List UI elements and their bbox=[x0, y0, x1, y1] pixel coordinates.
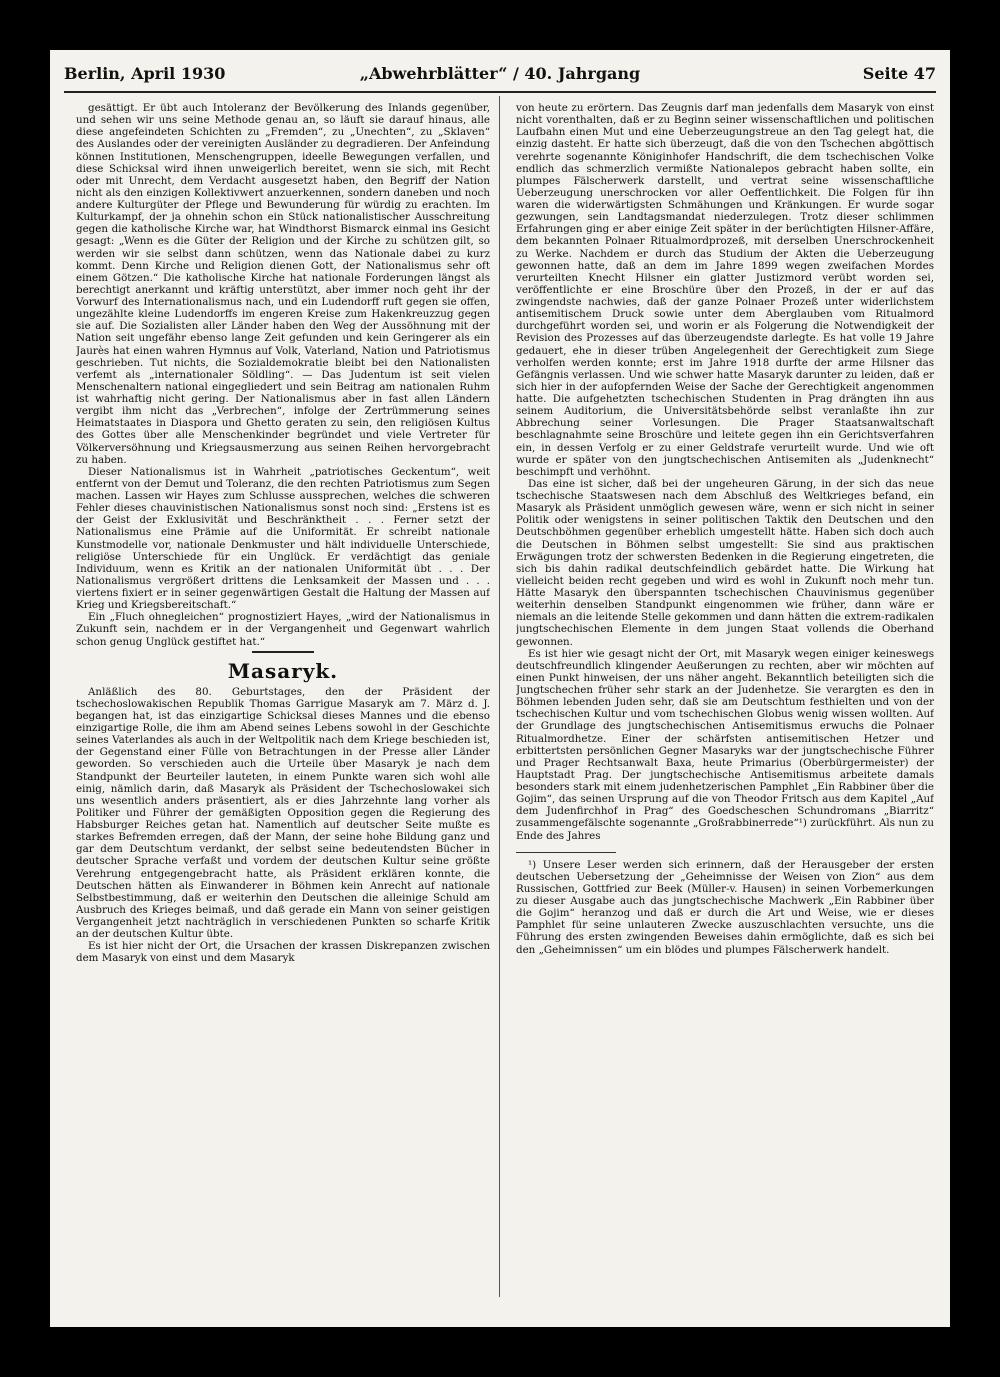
running-header bbox=[64, 64, 936, 88]
paragraph: Es ist hier wie gesagt nicht der Ort, mit Masaryk wegen einiger keineswegs deutschfreundlich klingender Aeußerungen zu rechten, aber wir möchten auf einen Punkt hinweisen, der uns näher angeht. Bekanntlich beteiligten sich die Jungtschechen früher sehr stark an der Judenhetze. Sie verargten es den in Böhmen lebenden Juden sehr, daß sie am Deutschtum festhielten und von der tschechischen Kultur und vom tschechischen Globus wenig wissen wollten. Auf der Grundlage des jungtschechischen Antisemitismus erwuchs die Polnaer Ritualmordhetze. Einer der schärfsten antisemitischen Hetzer und erbittertsten persönlichen Gegner Masaryks war der jungtschechische Führer und Prager Rechtsanwalt Baxa, heute Primarius (Oberbürgermeister) der Hauptstadt Prag. Der jungtschechische Antisemitismus arbeitete damals besonders stark mit einem judenhetzerischen Pamphlet „Ein Rabbiner über die Gojim“, das seinen Ursprung auf die von Theodor Fritsch aus dem Kapitel „Auf dem Judenfirchhof in Prag“ des Goedscheschen Schundromans „Biarritz“ zusammengefälschte sogenannte „Großrabbinerrede“¹) zurückführt. Als nun zu Ende des Jahres bbox=[516, 647, 934, 842]
header-place-date: Berlin, April 1930 bbox=[64, 64, 226, 83]
right-column bbox=[516, 102, 934, 1292]
footnote-rule bbox=[516, 852, 616, 853]
footnote: ¹) Unsere Leser werden sich erinnern, daß der Herausgeber der ersten deutschen Uebersetzung der „Geheimnisse der Weisen von Zion“ aus dem Russischen, Gottfried zur Beek (Müller-v. Hausen) in seinen Vorbemerkungen zu dieser Ausgabe auch das jungtschechische Machwerk „Ein Rabbiner über die Gojim“ heranzog und daß er durch die Art und Weise, wie er dieses Pamphlet für seine unlauteren Zwecke auszuschlachten versuchte, uns die Führung des ersten zwingenden Beweises dahin ermöglichte, daß es sich bei den „Geheimnissen“ um ein blödes und plumpes Fälscherwerk handelt. bbox=[516, 858, 934, 956]
newspaper-page bbox=[50, 50, 950, 1327]
paragraph: Dieser Nationalismus ist in Wahrheit „patriotisches Geckentum“, weit entfernt von der Demut und Toleranz, die den rechten Patriotismus zum Segen machen. Lassen wir Hayes zum Schlusse aussprechen, welches die schweren Fehler dieses chauvinistischen Nationalismus sonst noch sind: „Erstens ist es der Geist der Exklusivität und Beschränktheit . . . Ferner setzt der Nationalismus eine Prämie auf die Uniformität. Er schreibt nationale Kunstmodelle vor, nationale Denkmuster und hält individuelle Unterschiede, religiöse Unterschiede für ein Unglück. Er verdächtigt das geniale Individuum, wenn es Kritik an der nationalen Uniformität übt . . . Der Nationalismus vergrößert drittens die Lenksamkeit der Massen und . . . viertens fixiert er in seiner gegenwärtigen Gestalt die Haltung der Massen auf Krieg und Kriegsbereitschaft.“ bbox=[76, 465, 490, 612]
paragraph: Es ist hier nicht der Ort, die Ursachen der krassen Diskrepanzen zwischen dem Masaryk von einst und dem Masaryk bbox=[76, 940, 490, 965]
paragraph: Ein „Fluch ohnegleichen“ prognostiziert Hayes, „wird der Nationalismus in Zukunft sein, nachdem er in der Vergangenheit und Gegenwart wahrlich schon genug Unglück gestiftet hat.“ bbox=[76, 611, 490, 648]
section-title: Masaryk. bbox=[227, 658, 339, 683]
column-divider bbox=[499, 96, 500, 1297]
left-column bbox=[76, 102, 490, 1292]
header-page-number: Seite 47 bbox=[862, 64, 936, 83]
paragraph: Das eine ist sicher, daß bei der ungeheuren Gärung, in der sich das neue tschechische Staatswesen nach dem Abschluß des Weltkrieges befand, ein Masaryk als Präsident unmöglich gewesen wäre, wenn er sich nicht in seiner Politik oder wenigstens in seiner politischen Taktik den Deutschen und den Deutschböhmen gegenüber erheblich umgestellt hätte. Haben sich doch auch die Deutschen in Böhmen selbst umgestellt: Sie sind aus praktischen Erwägungen trotz der schwersten Bedenken in die Regierung eingetreten, die sich bis dahin radikal deutschfeindlich gebärdet hatte. Die Wirkung hat vielleicht beiden recht gegeben und wird es wohl in Zukunft noch mehr tun. Hätte Masaryk den überspannten tschechischen Chauvinismus gegenüber weiterhin denselben Standpunkt eingenommen wie früher, dann wäre er niemals an die leitende Stelle gekommen und dann hätten die extrem-radikalen jungtschechischen Elemente in dem jungen Staat vollends die Oberhand gewonnen. bbox=[516, 477, 934, 648]
paragraph: Anläßlich des 80. Geburtstages, den der Präsident der tschechoslowakischen Republik Thomas Garrigue Masaryk am 7. März d. J. begangen hat, ist das einzigartige Schicksal dieses Mannes und die ebenso einzigartige Rolle, die ihm am Abend seines Lebens sowohl in der Geschichte seines Vaterlandes als auch in der Weltpolitik nach dem Kriege beschieden ist, der Gegenstand einer Fülle von Betrachtungen in der Presse aller Länder geworden. So verschieden auch die Urteile über Masaryk je nach dem Standpunkt der Beurteiler lauteten, in einem Punkte waren sich wohl alle einig, nämlich darin, daß Masaryk als Präsident der Tschechoslowakei sich uns wesentlich anders präsentiert, als er dies Jahrzehnte lang vorher als Politiker und Führer der gemäßigten Opposition gegen die Regierung des Habsburger Reiches getan hat. Namentlich auf deutscher Seite mußte es starkes Befremden erregen, daß der Mann, der seine hohe Bildung ganz und gar dem Deutschtum verdankt, der selbst seine bedeutendsten Bücher in deutscher Sprache verfaßt und vordem der deutschen Kultur seine größte Verehrung entgegengebracht hatte, als Präsident erklären konnte, die Deutschen hätten als Einwanderer in Böhmen kein Anrecht auf nationale Selbstbestimmung, daß er weiterhin den Deutschen die alleinige Schuld am Ausbruch des Krieges beimaß, und daß gerade ein Mann von seiner geistigen Vergangenheit jetzt nachträglich in verschiedenen Punkten so scharfe Kritik an der deutschen Kultur übte. bbox=[76, 685, 490, 941]
header-rule bbox=[64, 91, 936, 93]
paragraph: gesättigt. Er übt auch Intoleranz der Bevölkerung des Inlands gegenüber, und sehen wir uns seine Methode genau an, so läuft sie darauf hinaus, alle diese angefeindeten Schichten zu „Fremden“, zu „Unechten“, zu „Sklaven“ des Auslandes oder der vereinigten Ausländer zu degradieren. Der Anfeindung können Institutionen, Menschengruppen, ideelle Bewegungen verfallen, und diese Schicksal wird ihnen unweigerlich bereitet, wenn sie sich, mit Recht oder mit Unrecht, dem Verdacht ausgesetzt haben, den Begriff der Nation nicht als den einzigen Kollektivwert anzuerkennen, sondern daneben und noch andere Kulturgüter der Pflege und Bewunderung für würdig zu erachten. Im Kulturkampf, der ja ohnehin schon ein Stück nationalistischer Ausschreitung gegen die katholische Kirche war, hat Windthorst Bismarck einmal ins Gesicht gesagt: „Wenn es die Güter der Religion und der Kirche zu schützen gilt, so werden wir sie selbst dann schützen, wenn das Nationale dabei zu kurz kommt. Denn Kirche und Religion dienen Gott, der Nationalismus sehr oft einem Götzen.“ Die katholische Kirche hat nationale Forderungen längst als berechtigt anerkannt und kräftig unterstützt, aber immer noch geht ihr der Vorwurf des Internationalismus nach, und ein Ludendorff ruft gegen sie offen, ungezählte kleine Ludendorffs im engeren Kreise zum Hakenkreuzzug gegen sie auf. Die Sozialisten aller Länder haben den Weg der Aussöhnung mit der Nation seit ungefähr ebenso lange Zeit gefunden und kein Geringerer als ein Jaurès hat einen wahren Hymnus auf Volk, Vaterland, Nation und Patriotismus geschrieben. Tut nichts, die Sozialdemokratie bleibt bei den Nationalisten verfemt als „internationaler Söldling“. — Das Judentum ist seit vielen Menschenaltern national eingegliedert und sein Beitrag am nationalen Ruhm ist wahrhaftig nicht gering. Der Nationalismus aber in fast allen Ländern vergibt ihm nicht das „Verbrechen“, infolge der Zertrümmerung seines Heimatstaates in Diaspora und Ghetto geraten zu sein, den religiösen Kultus des Gottes über alle Menschenkinder begründet und viele Vertreter für Völkerversöhnung und Kriegsausmerzung aus seinen Reihen hervorgebracht zu haben. bbox=[76, 102, 490, 466]
header-publication: „Abwehrblätter“ / 40. Jahrgang bbox=[359, 64, 641, 83]
section-separator bbox=[252, 651, 314, 653]
paragraph: von heute zu erörtern. Das Zeugnis darf man jedenfalls dem Masaryk von einst nicht vorenthalten, daß er zu Beginn seiner wissenschaftlichen und politischen Laufbahn einen Mut und eine Ueberzeugungstreue an den Tag gelegt hat, die einzig dasteht. Er hatte sich überzeugt, daß die von den Tschechen abgöttisch verehrte sogenannte Königinhofer Handschrift, die dem tschechischen Volke endlich das schmerzlich vermißte Nationalepos gebracht haben sollte, ein plumpes Fälscherwerk darstellt, und vertrat seine wissenschaftliche Ueberzeugung unerschrocken vor aller Oeffentlichkeit. Die Folgen für ihn waren die widerwärtigsten Schmähungen und Kränkungen. Er wurde sogar gezwungen, sein Landtagsmandat niederzulegen. Trotz dieser schlimmen Erfahrungen ging er aber einige Zeit später in der berüchtigten Hilsner-Affäre, dem bekannten Polnaer Ritualmordprozeß, mit derselben Unerschrockenheit zu Werke. Nachdem er durch das Studium der Akten die Ueberzeugung gewonnen hatte, daß an dem im Jahre 1899 wegen zweifachen Mordes verurteilten Knecht Hilsner ein glatter Justizmord verübt worden sei, veröffentlichte er eine Broschüre über den Prozeß, in der er auf das zwingendste nachwies, daß der ganze Polnaer Prozeß unter widerlichstem antisemitischem Druck sowie unter dem Aberglauben vom Ritualmord durchgeführt worden sei, und worin er als Folgerung die Notwendigkeit der Revision des Prozesses auf das überzeugendste darlegte. Es hat volle 19 Jahre gedauert, ehe in dieser trüben Angelegenheit der Gerechtigkeit zum Siege verholfen werden konnte; erst im Jahre 1918 durfte der arme Hilsner das Gefängnis verlassen. Und wie schwer hatte Masaryk darunter zu leiden, daß er sich hier in der aufopfernden Weise der Sache der Gerechtigkeit angenommen hatte. Die aufgehetzten tschechischen Studenten in Prag drängten ihn aus seinem Auditorium, die Universitätsbehörde selbst veranlaßte ihn zur Abbrechung seiner Vorlesungen. Die Prager Staatsanwaltschaft beschlagnahmte seine Broschüre und leitete gegen ihn ein Gerichtsverfahren ein, in dessen Verfolg er zu einer Geldstrafe verurteilt wurde. Und wie oft wurde er später von den jungtschechischen Antisemiten als „Judenknecht“ beschimpft und verhöhnt. bbox=[516, 102, 934, 478]
